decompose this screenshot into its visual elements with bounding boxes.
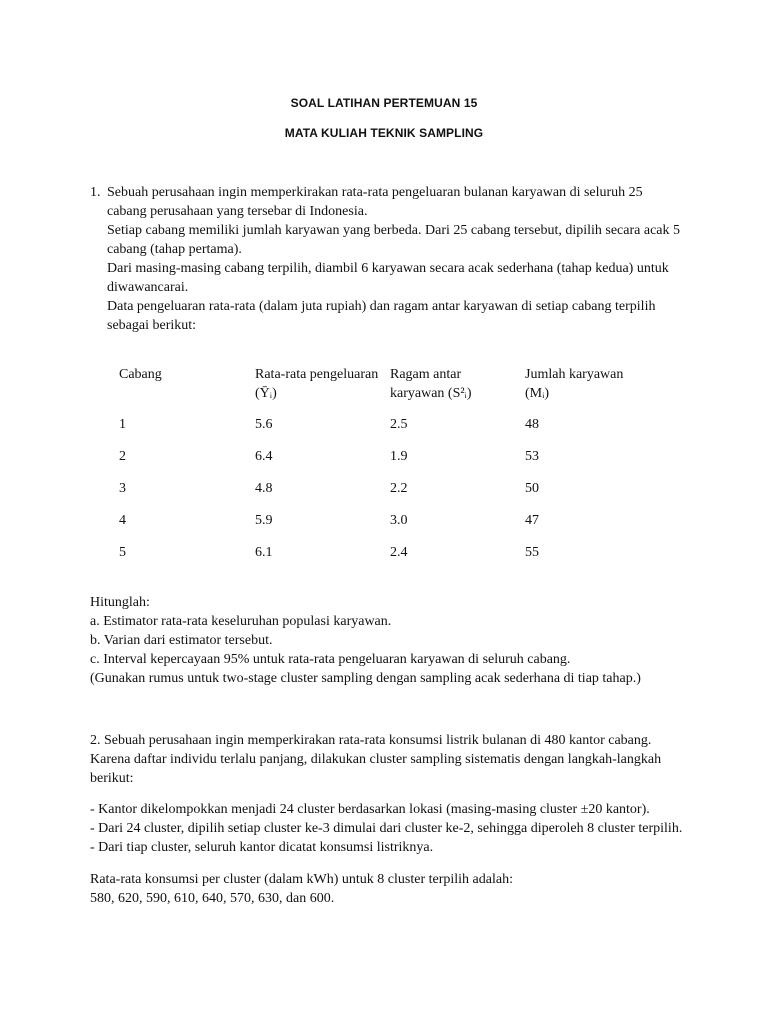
table-cell: 2.4: [390, 545, 408, 560]
table-cell: 48: [525, 417, 539, 432]
question-1-line: Dari masing-masing cabang terpilih, diambil 6 karyawan secara acak sederhana (tahap kedua) untuk: [107, 261, 669, 276]
question-2-line: Karena daftar individu terlalu panjang, dilakukan cluster sampling sistematis dengan langkah-langkah: [90, 752, 662, 767]
question-2-line: berikut:: [90, 771, 134, 786]
table-cell: 5.6: [255, 417, 273, 432]
table-cell: 4: [119, 513, 126, 528]
column-header-jumlah: Jumlah karyawan (Mᵢ): [525, 367, 624, 401]
table-cell: 47: [525, 513, 539, 528]
table-cell: 5: [119, 545, 126, 560]
table-cell: 53: [525, 449, 539, 464]
table-row: [119, 511, 645, 543]
question-1-line: cabang perusahaan yang tersebar di Indonesia.: [107, 204, 368, 219]
question-1: [90, 183, 690, 335]
table-cell: 2: [119, 449, 126, 464]
question-2-steps: [90, 800, 710, 857]
column-header-ragam: Ragam antar karyawan (S²ᵢ): [390, 367, 472, 401]
table-cell: 2.2: [390, 481, 408, 496]
question-1-body: [107, 183, 690, 335]
table-row: [119, 543, 645, 575]
table-cell: 50: [525, 481, 539, 496]
column-header-rata-rata: Rata-rata pengeluaran (Ȳᵢ): [255, 367, 379, 401]
data-line: Rata-rata konsumsi per cluster (dalam kWh) untuk 8 cluster terpilih adalah:: [90, 872, 513, 887]
question-1-number: 1.: [90, 185, 101, 200]
table-row: [119, 415, 645, 447]
question-2-line: 2. Sebuah perusahaan ingin memperkirakan rata-rata konsumsi listrik bulanan di 480 kantor cabang.: [90, 733, 652, 748]
task-line: a. Estimator rata-rata keseluruhan populasi karyawan.: [90, 614, 392, 629]
task-line: (Gunakan rumus untuk two-stage cluster sampling dengan sampling acak sederhana di tiap tahap.): [90, 671, 641, 686]
question-1-line: cabang (tahap pertama).: [107, 242, 242, 257]
step-line: - Dari 24 cluster, dipilih setiap cluster ke-3 dimulai dari cluster ke-2, sehingga diperoleh 8 cluster terpilih.: [90, 821, 683, 836]
question-2-intro: [90, 731, 680, 788]
table-cell: 6.1: [255, 545, 273, 560]
table-cell: 3.0: [390, 513, 408, 528]
task-line: c. Interval kepercayaan 95% untuk rata-rata pengeluaran karyawan di seluruh cabang.: [90, 652, 571, 667]
task-line: b. Varian dari estimator tersebut.: [90, 633, 273, 648]
step-line: - Dari tiap cluster, seluruh kantor dicatat konsumsi listriknya.: [90, 840, 434, 855]
question-1-line: diwawancarai.: [107, 280, 189, 295]
question-1-line: Setiap cabang memiliki jumlah karyawan yang berbeda. Dari 25 cabang tersebut, dipilih secara acak 5: [107, 223, 681, 238]
table-row: [119, 447, 645, 479]
table-cell: 4.8: [255, 481, 273, 496]
document-subtitle: MATA KULIAH TEKNIK SAMPLING: [284, 126, 484, 140]
question-1-tasks: [90, 593, 710, 688]
question-2-data: [90, 870, 710, 908]
table-cell: 1.9: [390, 449, 408, 464]
table-header-row: [119, 365, 645, 415]
document-title: SOAL LATIHAN PERTEMUAN 15: [290, 96, 478, 110]
question-1-line: sebagai berikut:: [107, 318, 197, 333]
data-line: 580, 620, 590, 610, 640, 570, 630, dan 600.: [90, 891, 335, 906]
table-cell: 1: [119, 417, 126, 432]
table-cell: 6.4: [255, 449, 273, 464]
question-1-line: Data pengeluaran rata-rata (dalam juta rupiah) dan ragam antar karyawan di setiap cabang terpilih: [107, 299, 656, 314]
table-cell: 3: [119, 481, 126, 496]
table-row: [119, 479, 645, 511]
table-cell: 55: [525, 545, 539, 560]
task-line: Hitunglah:: [90, 595, 150, 610]
table-cell: 2.5: [390, 417, 408, 432]
table-cell: 5.9: [255, 513, 273, 528]
column-header-cabang: Cabang: [119, 367, 162, 382]
question-1-line: Sebuah perusahaan ingin memperkirakan rata-rata pengeluaran bulanan karyawan di seluruh 25: [107, 185, 643, 200]
step-line: - Kantor dikelompokkan menjadi 24 cluster berdasarkan lokasi (masing-masing cluster ±20 kantor).: [90, 802, 650, 817]
branch-data-table: [119, 365, 645, 575]
